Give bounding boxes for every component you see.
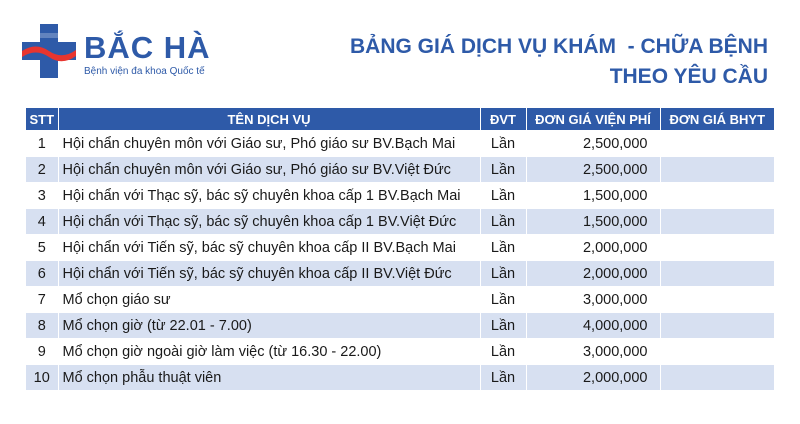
cell-hospital-price: 2,500,000 [526,131,660,157]
cell-unit: Lần [480,235,526,261]
cell-insurance-price [660,365,774,391]
cell-stt: 10 [26,365,58,391]
cell-stt: 5 [26,235,58,261]
cell-hospital-price: 2,500,000 [526,157,660,183]
cell-unit: Lần [480,287,526,313]
cell-unit: Lần [480,313,526,339]
cell-unit: Lần [480,339,526,365]
cell-service: Hội chẩn với Thạc sỹ, bác sỹ chuyên khoa cấp 1 BV.Việt Đức [58,209,480,235]
hospital-logo [18,20,211,82]
logo-name: BẮC HÀ [84,30,211,65]
cell-stt: 7 [26,287,58,313]
table-header-row [26,108,774,131]
cell-insurance-price [660,209,774,235]
table-row [26,183,774,209]
cell-hospital-price: 4,000,000 [526,313,660,339]
table-row [26,209,774,235]
cell-unit: Lần [480,131,526,157]
cell-insurance-price [660,313,774,339]
cell-service: Hội chẩn chuyên môn với Giáo sư, Phó giáo sư BV.Bạch Mai [58,131,480,157]
cell-hospital-price: 3,000,000 [526,339,660,365]
header-insurance-price: ĐƠN GIÁ BHYT [660,108,774,131]
table-row [26,313,774,339]
cell-service: Hội chẩn với Tiến sỹ, bác sỹ chuyên khoa cấp II BV.Việt Đức [58,261,480,287]
price-table [26,108,774,390]
table-row [26,261,774,287]
cell-service: Mổ chọn giờ ngoài giờ làm việc (từ 16.30 - 22.00) [58,339,480,365]
table-row [26,157,774,183]
table-row [26,339,774,365]
cell-unit: Lần [480,157,526,183]
cell-service: Mổ chọn giáo sư [58,287,480,313]
cell-insurance-price [660,339,774,365]
header-service: TÊN DỊCH VỤ [58,108,480,131]
cell-service: Hội chẩn với Tiến sỹ, bác sỹ chuyên khoa cấp II BV.Bạch Mai [58,235,480,261]
medical-cross-icon [18,20,80,82]
table-row [26,235,774,261]
cell-hospital-price: 2,000,000 [526,235,660,261]
cell-service: Hội chẩn với Thạc sỹ, bác sỹ chuyên khoa cấp 1 BV.Bạch Mai [58,183,480,209]
cell-insurance-price [660,287,774,313]
cell-service: Hội chẩn chuyên môn với Giáo sư, Phó giáo sư BV.Việt Đức [58,157,480,183]
cell-insurance-price [660,183,774,209]
cell-hospital-price: 2,000,000 [526,261,660,287]
cell-unit: Lần [480,183,526,209]
cell-stt: 9 [26,339,58,365]
cell-insurance-price [660,131,774,157]
cell-stt: 8 [26,313,58,339]
cell-service: Mổ chọn phẫu thuật viên [58,365,480,391]
cell-stt: 6 [26,261,58,287]
title-line-1: BẢNG GIÁ DỊCH VỤ KHÁM - CHỮA BỆNH [350,35,768,58]
table-row [26,287,774,313]
cell-stt: 2 [26,157,58,183]
page-title [350,32,768,92]
header-stt: STT [26,108,58,131]
header-unit: ĐVT [480,108,526,131]
cell-stt: 4 [26,209,58,235]
cell-unit: Lần [480,365,526,391]
cell-unit: Lần [480,261,526,287]
cell-insurance-price [660,157,774,183]
title-line-2: THEO YÊU CẦU [609,65,768,88]
cell-service: Mổ chọn giờ (từ 22.01 - 7.00) [58,313,480,339]
cell-hospital-price: 1,500,000 [526,209,660,235]
cell-hospital-price: 2,000,000 [526,365,660,391]
cell-insurance-price [660,261,774,287]
table-row [26,365,774,391]
cell-hospital-price: 1,500,000 [526,183,660,209]
cell-hospital-price: 3,000,000 [526,287,660,313]
cell-stt: 1 [26,131,58,157]
cell-stt: 3 [26,183,58,209]
logo-subtitle: Bệnh viện đa khoa Quốc tế [84,66,205,77]
cell-unit: Lần [480,209,526,235]
table-row [26,131,774,157]
cell-insurance-price [660,235,774,261]
header-hospital-price: ĐƠN GIÁ VIỆN PHÍ [526,108,660,131]
